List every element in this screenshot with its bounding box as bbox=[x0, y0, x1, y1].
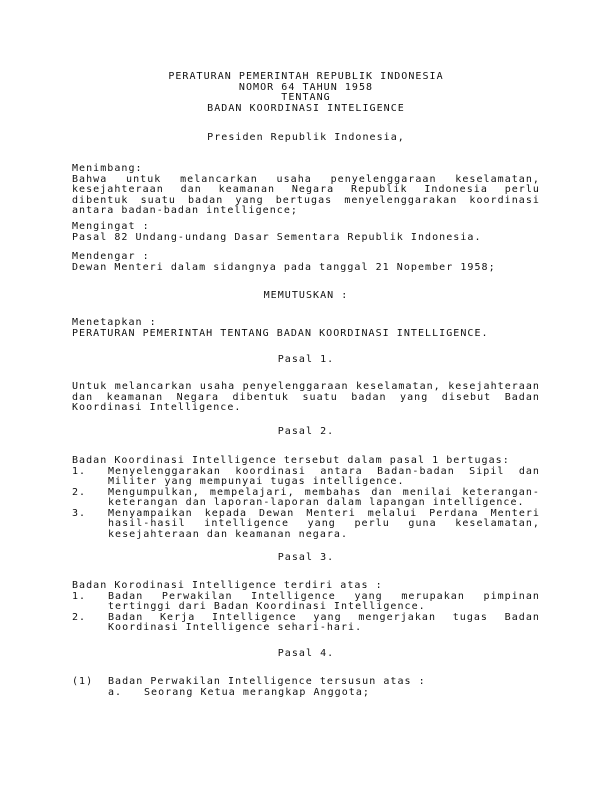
pasal-3-body bbox=[72, 581, 540, 634]
pasal-4-body bbox=[72, 677, 540, 698]
menetapkan-section bbox=[72, 318, 540, 339]
list-item bbox=[72, 592, 540, 613]
document-title bbox=[72, 72, 540, 114]
text-line: PERATURAN PEMERINTAH TENTANG BADAN KOORDINASI INTELLIGENCE. bbox=[72, 327, 489, 339]
mendengar-section bbox=[72, 252, 540, 273]
heading-text: MEMUTUSKAN : bbox=[263, 290, 349, 301]
section-label: Mengingat : bbox=[72, 221, 150, 232]
text-line: Badan Korodinasi Intelligence terdiri atas : bbox=[72, 580, 383, 591]
text-line: Dewan Menteri dalam sidangnya pada tanggal 21 Nopember 1958; bbox=[72, 261, 496, 273]
heading-text: Pasal 4. bbox=[277, 648, 335, 659]
pasal-1-heading bbox=[72, 355, 540, 366]
item-number: 1. bbox=[72, 465, 87, 477]
text-line: antara badan-badan intelligence; bbox=[72, 205, 298, 216]
section-label: Menimbang: bbox=[72, 163, 143, 174]
text-line: dan keamanan Negara dibentuk suatu badan yang disebut Badan bbox=[72, 391, 540, 403]
text-line: tertinggi dari Badan Koordinasi Intelligence. bbox=[108, 601, 426, 612]
heading-text: Pasal 2. bbox=[277, 426, 335, 437]
text-line: Mengumpulkan, mempelajari, membahas dan menilai keterangan- bbox=[108, 486, 540, 498]
item-number: 3. bbox=[72, 507, 87, 519]
text-line: Militer yang mempunyai tugas intelligence. bbox=[108, 476, 405, 487]
heading-text: Pasal 3. bbox=[277, 552, 335, 563]
section-label: Mendengar : bbox=[72, 251, 150, 262]
text-line: Untuk melancarkan usaha penyelenggaraan keselamatan, kesejahteraan bbox=[72, 381, 540, 392]
text-line: kesejahteraan dan keamanan negara. bbox=[108, 528, 349, 540]
section-label: Menetapkan : bbox=[72, 317, 157, 328]
pasal-2-body bbox=[72, 456, 540, 540]
item-number: 2. bbox=[72, 611, 87, 623]
text-line: dibentuk suatu badan yang bertugas menyelenggarakan koordinasi bbox=[72, 194, 540, 206]
text-line: keterangan dan laporan-laporan dalam lapangan intelligence. bbox=[108, 497, 525, 508]
text-line: kesejahteraan dan keamanan Negara Republik Indonesia perlu bbox=[72, 184, 540, 195]
title-line: PERATURAN PEMERINTAH REPUBLIK INDONESIA bbox=[168, 71, 444, 82]
text-line: Koordinasi Intelligence. bbox=[72, 402, 242, 413]
pasal-2-heading bbox=[72, 427, 540, 438]
text-line: Menyelenggarakan koordinasi antara Badan-badan Sipil dan bbox=[108, 465, 540, 477]
text-line: Menyampaikan kepada Dewan Menteri melalui Perdana Menteri bbox=[108, 507, 540, 519]
text-line: hasil-hasil intelligence yang perlu guna keselamatan, bbox=[108, 518, 540, 529]
heading-text: Pasal 1. bbox=[277, 354, 335, 365]
president-line bbox=[72, 133, 540, 144]
president-text: Presiden Republik Indonesia, bbox=[207, 132, 405, 143]
text-line: Badan Perwakilan Intelligence yang merupakan pimpinan bbox=[108, 590, 540, 602]
list-item bbox=[72, 488, 540, 509]
menimbang-section bbox=[72, 164, 540, 217]
mengingat-section bbox=[72, 222, 540, 243]
title-line: NOMOR 64 TAHUN 1958 bbox=[238, 81, 374, 93]
text-line: Badan Perwakilan Intelligence tersusun atas : bbox=[108, 676, 426, 687]
text-line: Seorang Ketua merangkap Anggota; bbox=[144, 686, 370, 698]
list-item bbox=[72, 467, 540, 488]
text-line: Bahwa untuk melancarkan usaha penyelenggaraan keselamatan, bbox=[72, 173, 540, 185]
memutuskan-heading bbox=[72, 291, 540, 302]
list-item bbox=[72, 677, 540, 688]
title-line: BADAN KOORDINASI INTELIGENCE bbox=[207, 102, 405, 114]
item-letter: a. bbox=[108, 686, 123, 698]
text-line: Pasal 82 Undang-undang Dasar Sementara Republik Indonesia. bbox=[72, 231, 482, 243]
item-number: 2. bbox=[72, 486, 87, 498]
item-number: 1. bbox=[72, 590, 87, 602]
sub-list-item bbox=[72, 688, 540, 699]
text-line: Koordinasi Intelligence sehari-hari. bbox=[108, 622, 363, 633]
list-item bbox=[72, 613, 540, 634]
pasal-4-heading bbox=[72, 649, 540, 660]
item-number: (1) bbox=[72, 676, 94, 687]
pasal-3-heading bbox=[72, 553, 540, 564]
text-line: Badan Kerja Intelligence yang mengerjakan tugas Badan bbox=[108, 611, 540, 623]
pasal-1-body bbox=[72, 382, 540, 414]
title-line: TENTANG bbox=[281, 92, 331, 103]
text-line: Badan Koordinasi Intelligence tersebut dalam pasal 1 bertugas: bbox=[72, 455, 510, 466]
list-item bbox=[72, 509, 540, 541]
